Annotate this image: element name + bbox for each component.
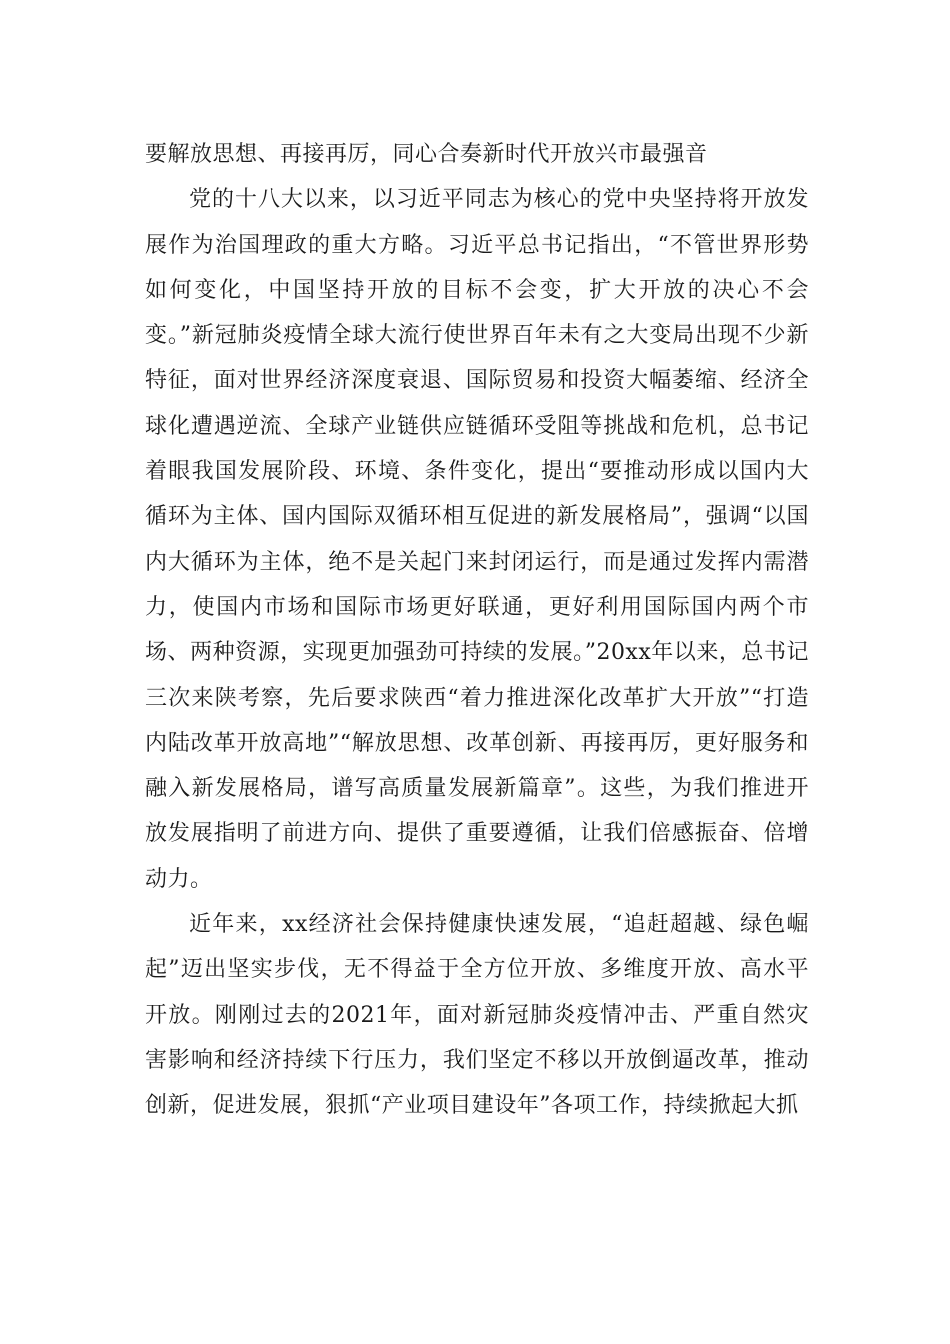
document-body [145, 132, 809, 1129]
paragraph-2: 近年来，xx经济社会保持健康快速发展，“追赶超越、绿色崛起”迈出坚实步伐，无不得益于全方位开放、多维度开放、高水平开放。刚刚过去的2021年，面对新冠肺炎疫情冲击、严重自然灾害影响和经济持续下行压力，我们坚定不移以开放倒逼改革，推动创新，促进发展，狠抓“产业项目建设年”各项工作，持续掀起大抓 [145, 912, 809, 1119]
document-title: 要解放思想、再接再厉，同心合奏新时代开放兴市最强音 [145, 142, 708, 167]
paragraph-1: 党的十八大以来，以习近平同志为核心的党中央坚持将开放发展作为治国理政的重大方略。习近平总书记指出，“不管世界形势如何变化，中国坚持开放的目标不会变，扩大开放的决心不会变。”新冠肺炎疫情全球大流行使世界百年未有之大变局出现不少新特征，面对世界经济深度衰退、国际贸易和投资大幅萎缩、经济全球化遭遇逆流、全球产业链供应链循环受阻等挑战和危机，总书记着眼我国发展阶段、环境、条件变化，提出“要推动形成以国内大循环为主体、国内国际双循环相互促进的新发展格局”，强调“以国内大循环为主体，绝不是关起门来封闭运行，而是通过发挥内需潜力，使国内市场和国际市场更好联通，更好利用国际国内两个市场、两种资源，实现更加强劲可持续的发展。”20xx年以来，总书记三次来陕考察，先后要求陕西“着力推进深化改革扩大开放”“打造内陆改革开放高地”“解放思想、改革创新、再接再厉，更好服务和融入新发展格局，谱写高质量发展新篇章”。这些，为我们推进开放发展指明了前进方向、提供了重要遵循，让我们倍感振奋、倍增动力。 [145, 187, 809, 892]
